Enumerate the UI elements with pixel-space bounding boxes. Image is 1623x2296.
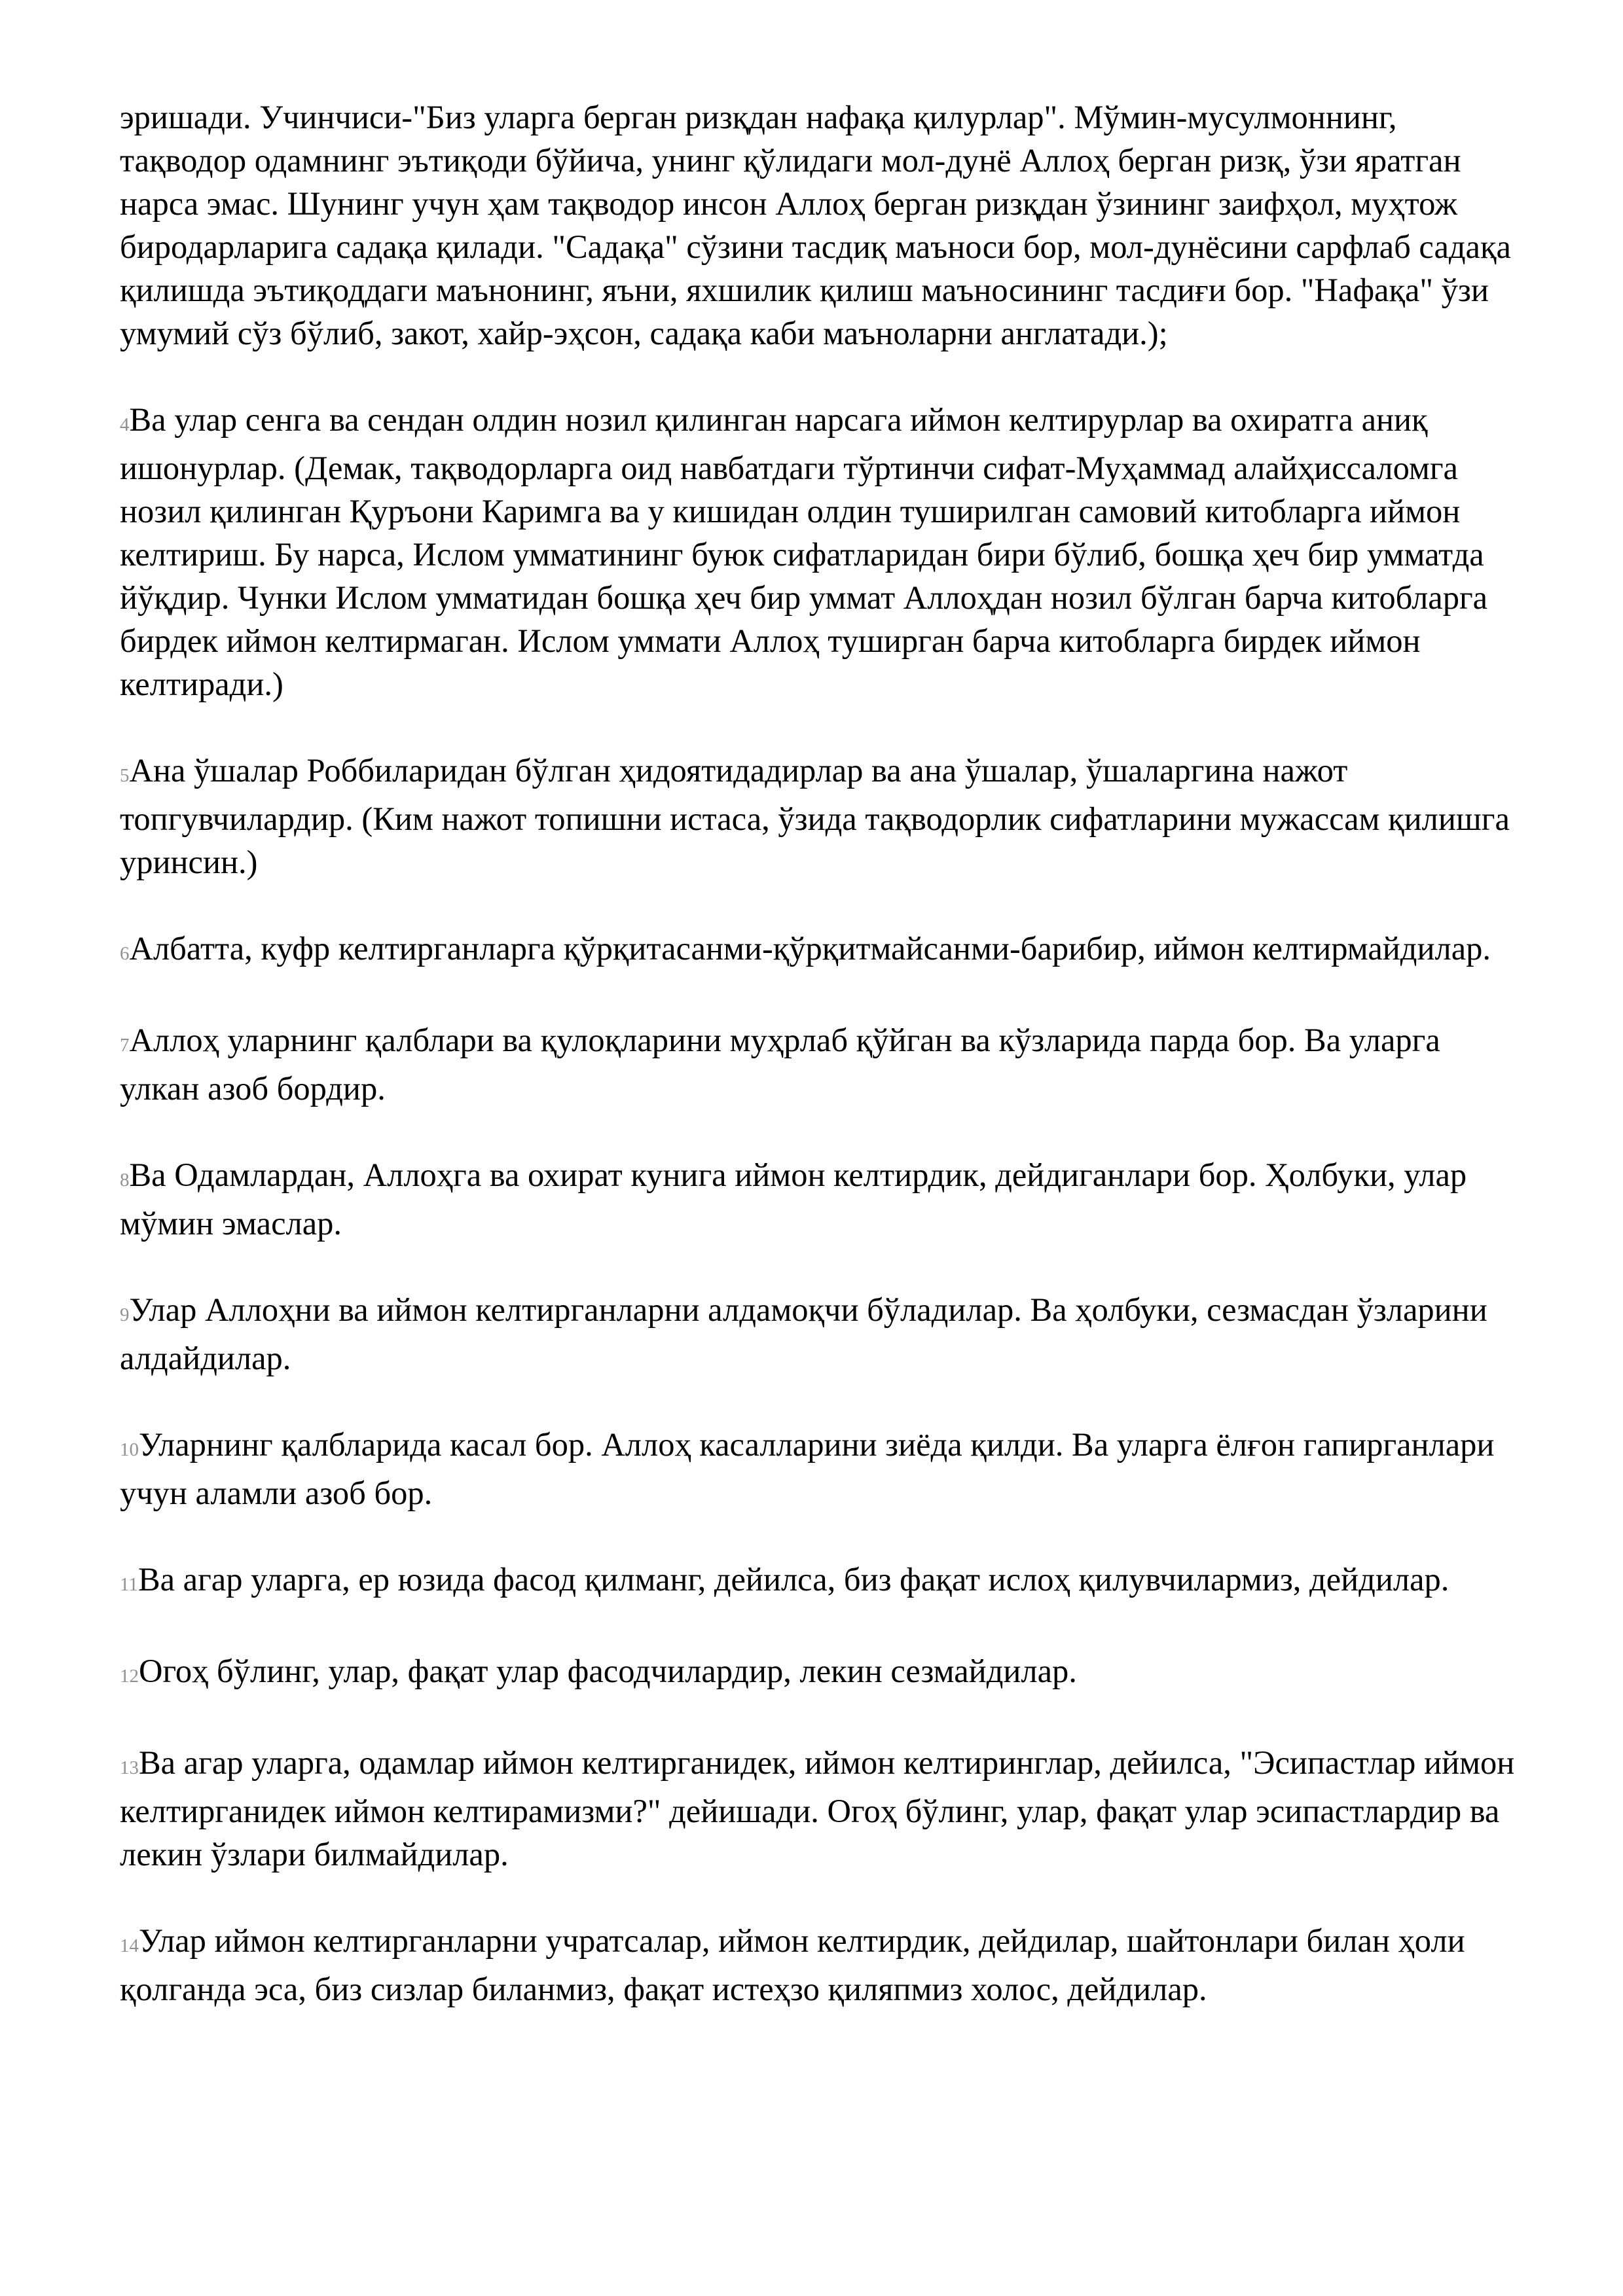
verse-13 bbox=[120, 1741, 1521, 1876]
verse-8 bbox=[120, 1153, 1521, 1245]
paragraph-text: эришади. Учинчиси-"Биз уларга берган ризқдан нафақа қилурлар". Мўмин-мусулмоннинг, тақводор одамнинг эътиқоди бўйича, унинг қўлидаги мол-дунё Аллоҳ берган ризқ, ўзи яратган нарса эмас. Шунинг учун ҳам тақводор инсон Аллоҳ берган ризқдан ўзининг заифҳол, муҳтож биродарларига садақа қилади. "Садақа" сўзини тасдиқ маъноси бор, мол-дунёсини сарфлаб садақа қилишда эътиқоддаги маънонинг, яъни, яхшилик қилиш маъносининг тасдиғи бор. "Нафақа" ўзи умумий сўз бўлиб, закот, хайр-эҳсон, садақа каби маъноларни англатади.); bbox=[120, 99, 1511, 351]
verse-text: Ва агар уларга, одамлар иймон келтирганидек, иймон келтиринглар, дейилса, "Эсипастлар иймон келтирганидек иймон келтирамизми?" дейишади. Огоҳ бўлинг, улар, фақат улар эсипастлардир ва лекин ўзлари билмайдилар. bbox=[120, 1744, 1515, 1873]
verse-number: 5 bbox=[120, 765, 130, 786]
verse-text: Ва агар уларга, ер юзида фасод қилманг, дейилса, биз фақат ислоҳ қилувчилармиз, дейдилар. bbox=[137, 1561, 1450, 1598]
verse-12 bbox=[120, 1649, 1521, 1698]
verse-text: Огоҳ бўлинг, улар, фақат улар фасодчилардир, лекин сезмайдилар. bbox=[139, 1653, 1077, 1689]
verse-number: 6 bbox=[120, 943, 130, 964]
verse-text: Ва Одамлардан, Аллоҳга ва охират кунига иймон келтирдик, дейдиганлари бор. Ҳолбуки, улар мўмин эмаслар. bbox=[120, 1157, 1467, 1242]
verse-6 bbox=[120, 927, 1521, 975]
verse-4 bbox=[120, 398, 1521, 706]
verse-text: Улар Аллоҳни ва иймон келтирганларни алдамоқчи бўладилар. Ва ҳолбуки, сезмасдан ўзларини алдайдилар. bbox=[120, 1291, 1487, 1376]
verse-9 bbox=[120, 1288, 1521, 1380]
document-page bbox=[120, 96, 1521, 2011]
verse-14 bbox=[120, 1919, 1521, 2011]
verse-text: Ва улар сенга ва сендан олдин нозил қилинган нарсага иймон келтирурлар ва охиратга аниқ ишонурлар. (Демак, тақводорларга оид навбатдаги тўртинчи сифат-Муҳаммад алайҳиссаломга нозил қилинган Қуръони Каримга ва у кишидан олдин туширилган самовий китобларга иймон келтириш. Бу нарса, Ислом умматининг буюк сифатларидан бири бўлиб, бошқа ҳеч бир умматда йўқдир. Чунки Ислом умматидан бошқа ҳеч бир уммат Аллоҳдан нозил бўлган барча китобларга бирдек иймон келтирмаган. Ислом уммати Аллоҳ туширган барча китобларга бирдек иймон келтиради.) bbox=[120, 401, 1488, 702]
verse-number: 4 bbox=[120, 414, 130, 435]
paragraph-continuation bbox=[120, 96, 1521, 355]
verse-11 bbox=[120, 1558, 1521, 1606]
verse-5 bbox=[120, 749, 1521, 884]
verse-number: 11 bbox=[120, 1574, 138, 1595]
verse-number: 9 bbox=[120, 1304, 130, 1325]
verse-10 bbox=[120, 1423, 1521, 1515]
verse-number: 10 bbox=[120, 1439, 139, 1460]
verse-text: Ана ўшалар Роббиларидан бўлган ҳидоятидадирлар ва ана ўшалар, ўшаларгина нажот топгувчилардир. (Ким нажот топишни истаса, ўзида тақводорлик сифатларини мужассам қилишга уринсин.) bbox=[120, 752, 1510, 880]
verse-number: 12 bbox=[120, 1666, 139, 1687]
verse-text: Уларнинг қалбларида касал бор. Аллоҳ касалларини зиёда қилди. Ва уларга ёлғон гапирганлари учун аламли азоб бор. bbox=[120, 1426, 1495, 1511]
verse-number: 14 bbox=[120, 1935, 139, 1956]
verse-text: Улар иймон келтирганларни учратсалар, иймон келтирдик, дейдилар, шайтонлари билан ҳоли қолганда эса, биз сизлар биланмиз, фақат истеҳзо қиляпмиз холос, дейдилар. bbox=[120, 1922, 1465, 2007]
verse-number: 13 bbox=[120, 1757, 139, 1778]
verse-text: Аллоҳ уларнинг қалблари ва қулоқларини муҳрлаб қўйган ва кўзларида парда бор. Ва уларга улкан азоб бордир. bbox=[120, 1022, 1440, 1107]
verse-number: 8 bbox=[120, 1170, 130, 1191]
verse-7 bbox=[120, 1018, 1521, 1110]
verse-number: 7 bbox=[120, 1035, 130, 1056]
verse-text: Албатта, куфр келтирганларга қўрқитасанми-қўрқитмайсанми-барибир, иймон келтирмайдилар. bbox=[129, 930, 1491, 967]
